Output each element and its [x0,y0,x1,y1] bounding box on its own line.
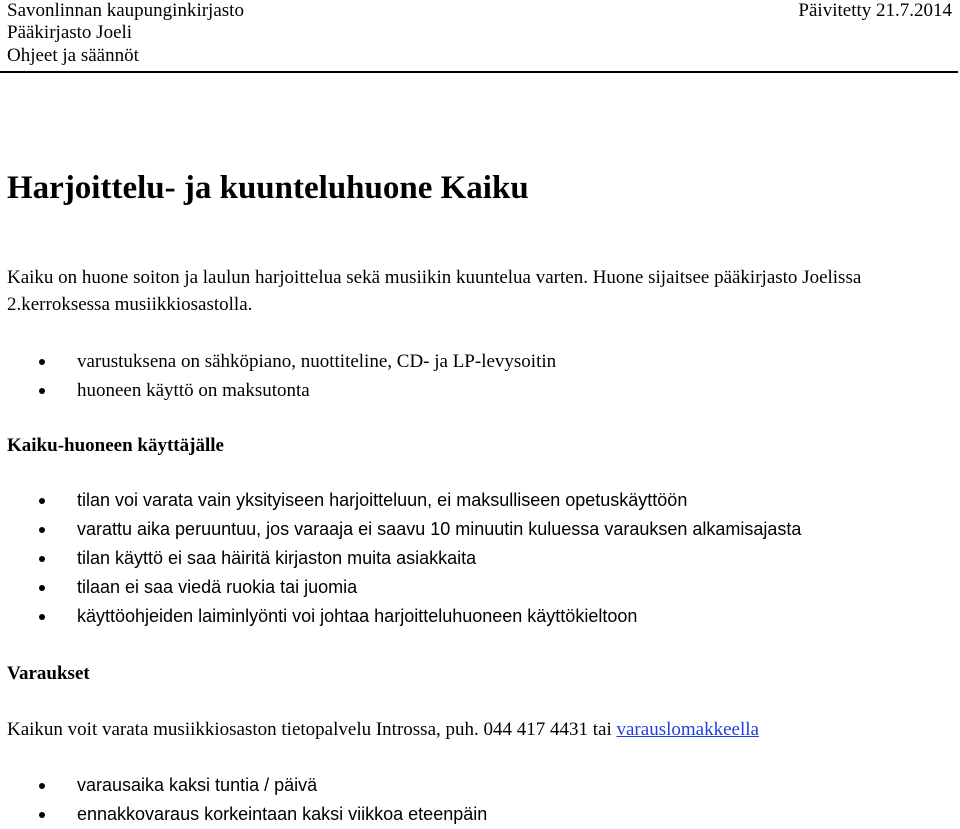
reservations-heading: Varaukset [7,663,90,684]
reservations-text: Kaikun voit varata musiikkiosaston tietopalvelu Introssa, puh. 044 417 4431 tai [7,719,617,740]
list-item-text: käyttöohjeiden laiminlyönti voi johtaa harjoitteluhuoneen käyttökieltoon [77,606,638,626]
list-item-text: varausaika kaksi tuntia / päivä [77,775,318,795]
intro-paragraph: Kaiku on huone soiton ja laulun harjoittelua sekä musiikin kuuntelua varten. Huone sijaitsee pääkirjasto Joelissa 2.kerroksessa musiikkiosastolla. [7,267,862,315]
user-rules-list [0,486,958,631]
list-item-text: tilan käyttö ei saa häiritä kirjaston muita asiakkaita [77,548,477,568]
reservation-rules-list [0,771,958,829]
list-item-text: varustuksena on sähköpiano, nuottiteline, CD- ja LP-levysoitin [77,351,557,372]
reservation-form-link[interactable]: varauslomakkeella [616,719,759,740]
branch-name: Pääkirjasto Joeli [7,22,133,43]
list-item [0,771,958,800]
list-item-text: tilaan ei saa viedä ruokia tai juomia [77,577,358,597]
reservations-paragraph [7,716,955,743]
list-item [0,800,958,829]
bullet-icon [39,527,45,533]
updated-date: Päivitetty 21.7.2014 [798,0,952,21]
users-section-heading: Kaiku-huoneen käyttäjälle [7,435,224,456]
bullet-icon [39,585,45,591]
list-item [0,347,958,376]
bullet-icon [39,783,45,789]
bullet-icon [39,359,45,365]
list-item-text: tilan voi varata vain yksityiseen harjoitteluun, ei maksulliseen opetuskäyttöön [77,490,688,510]
list-item [0,486,958,515]
list-item-text: huoneen käyttö on maksutonta [77,380,310,401]
list-item [0,515,958,544]
bullet-icon [39,388,45,394]
list-item-text: ennakkovaraus korkeintaan kaksi viikkoa eteenpäin [77,804,488,824]
features-list [0,347,958,405]
library-name: Savonlinnan kaupunginkirjasto [7,0,244,21]
bullet-icon [39,498,45,504]
list-item [0,544,958,573]
page-title: Harjoittelu- ja kuunteluhuone Kaiku [7,170,529,206]
list-item [0,376,958,405]
list-item [0,602,958,631]
bullet-icon [39,812,45,818]
list-item-text: varattu aika peruuntuu, jos varaaja ei saavu 10 minuutin kuluessa varauksen alkamisajasta [77,519,802,539]
list-item [0,573,958,602]
bullet-icon [39,614,45,620]
document-type: Ohjeet ja säännöt [7,45,139,66]
bullet-icon [39,556,45,562]
header-divider [0,71,958,73]
